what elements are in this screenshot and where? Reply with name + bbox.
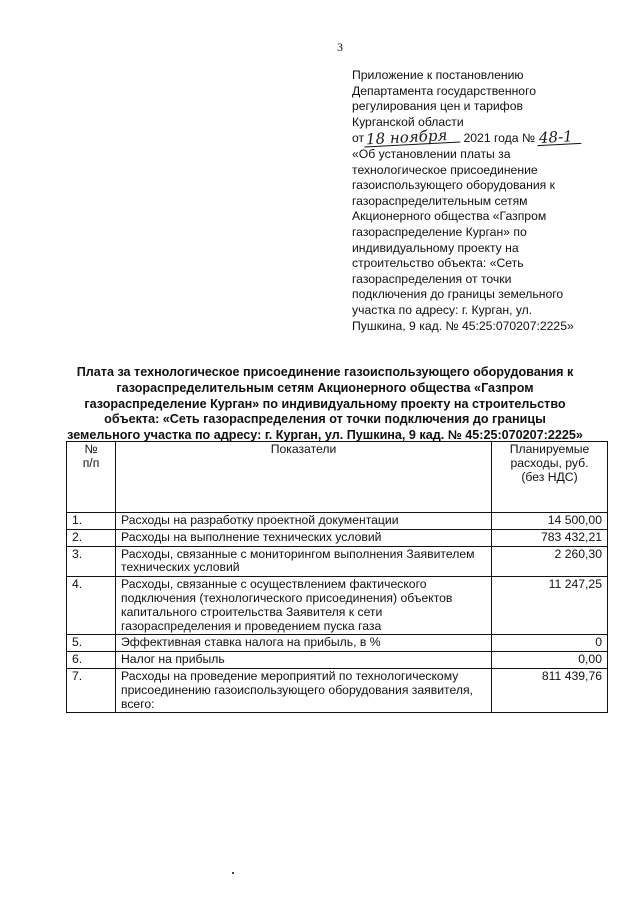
row-number: 5. — [67, 635, 116, 652]
subject-line: индивидуальному проекту на — [352, 240, 519, 255]
subject-line: газораспределение Курган» по — [352, 224, 527, 239]
row-value: 811 439,76 — [492, 668, 608, 712]
subject-line: газоиспользующего оборудования к — [352, 178, 555, 193]
title-line: газораспределение Курган» по индивидуальному проекту на строительство — [84, 396, 566, 411]
subject-line: строительство объекта: «Сеть — [352, 256, 524, 271]
row-value: 2 260,30 — [492, 546, 608, 577]
appendix-line: Приложение к постановлению — [352, 68, 524, 82]
table-header-row — [67, 442, 608, 513]
year-text: 2021 года № — [463, 131, 536, 146]
header-value-line: Планируемые — [509, 442, 590, 456]
row-value: 0,00 — [492, 652, 608, 669]
table-row — [67, 652, 608, 669]
header-number — [67, 442, 116, 513]
title-line: объекта: «Сеть газораспределения от точки подключения до границы — [104, 412, 546, 427]
table-row — [67, 577, 608, 635]
title-line: земельного участка по адресу: г. Курган, ул. Пушкина, 9 кад. № 45:25:070207:2225» — [67, 428, 583, 443]
subject-line: газораспределения от точки — [352, 271, 512, 286]
row-number: 2. — [67, 529, 116, 546]
table-row — [67, 546, 608, 577]
subject-line: подключения до границы земельного — [352, 287, 564, 302]
table-row — [67, 668, 608, 712]
row-name: Расходы на разработку проектной документации — [116, 513, 492, 530]
header-indicators: Показатели — [116, 442, 492, 513]
appendix-line: регулирования цен и тарифов — [352, 99, 523, 114]
appendix-line: Департамента государственного — [352, 83, 537, 98]
scan-speck — [232, 872, 234, 874]
row-number: 3. — [67, 546, 116, 577]
header-number-line: п/п — [82, 455, 100, 470]
row-name: Расходы, связанные с осуществлением фактического подключения (технологического присоединения) объектов капитального строительства Заявителя к сети газораспределения и проведением пуска газа — [116, 577, 492, 635]
row-value: 14 500,00 — [492, 513, 608, 530]
page-number: 3 — [337, 40, 343, 54]
subject-line: «Об установлении платы за — [352, 146, 511, 161]
row-number: 4. — [67, 577, 116, 635]
date-prefix: от — [352, 131, 365, 146]
row-name: Эффективная ставка налога на прибыль, в % — [116, 635, 492, 652]
subject-line: газораспределительным сетям — [352, 193, 528, 208]
header-number-line: № — [84, 442, 98, 456]
document-title — [60, 365, 590, 444]
row-value: 11 247,25 — [492, 577, 608, 635]
date-line — [352, 126, 602, 149]
subject-line: Пушкина, 9 кад. № 45:25:070207:2225» — [352, 318, 574, 333]
subject-line: Акционерного общества «Газпром — [352, 209, 547, 224]
row-value: 0 — [492, 635, 608, 652]
header-value-line: (без НДС) — [521, 469, 578, 484]
row-number: 6. — [67, 652, 116, 669]
handwritten-number: 48-1 — [537, 129, 582, 146]
subject-line: технологическое присоединение — [352, 162, 538, 177]
table-row — [67, 529, 608, 546]
table-row — [67, 635, 608, 652]
appendix-line: Курганской области — [352, 114, 464, 129]
table-row — [67, 513, 608, 530]
row-number: 7. — [67, 668, 116, 712]
row-value: 783 432,21 — [492, 529, 608, 546]
title-line: Плата за технологическое присоединение газоиспользующего оборудования к — [76, 365, 574, 379]
row-name: Расходы, связанные с мониторингом выполнения Заявителем технических условий — [116, 546, 492, 577]
handwritten-date: 18 ноября — [364, 128, 461, 148]
header-value-line: расходы, руб. — [510, 455, 589, 470]
header-planned-costs — [492, 442, 608, 513]
row-number: 1. — [67, 513, 116, 530]
costs-table — [66, 441, 608, 713]
subject-line: участка по адресу: г. Курган, ул. — [352, 302, 533, 317]
title-line: газораспределительным сетям Акционерного общества «Газпром — [116, 380, 534, 395]
appendix-block — [352, 68, 602, 334]
row-name: Налог на прибыль — [116, 652, 492, 669]
row-name: Расходы на выполнение технических условий — [116, 529, 492, 546]
row-name: Расходы на проведение мероприятий по технологическому присоединению газоиспользующего оборудования заявителя, всего: — [116, 668, 492, 712]
